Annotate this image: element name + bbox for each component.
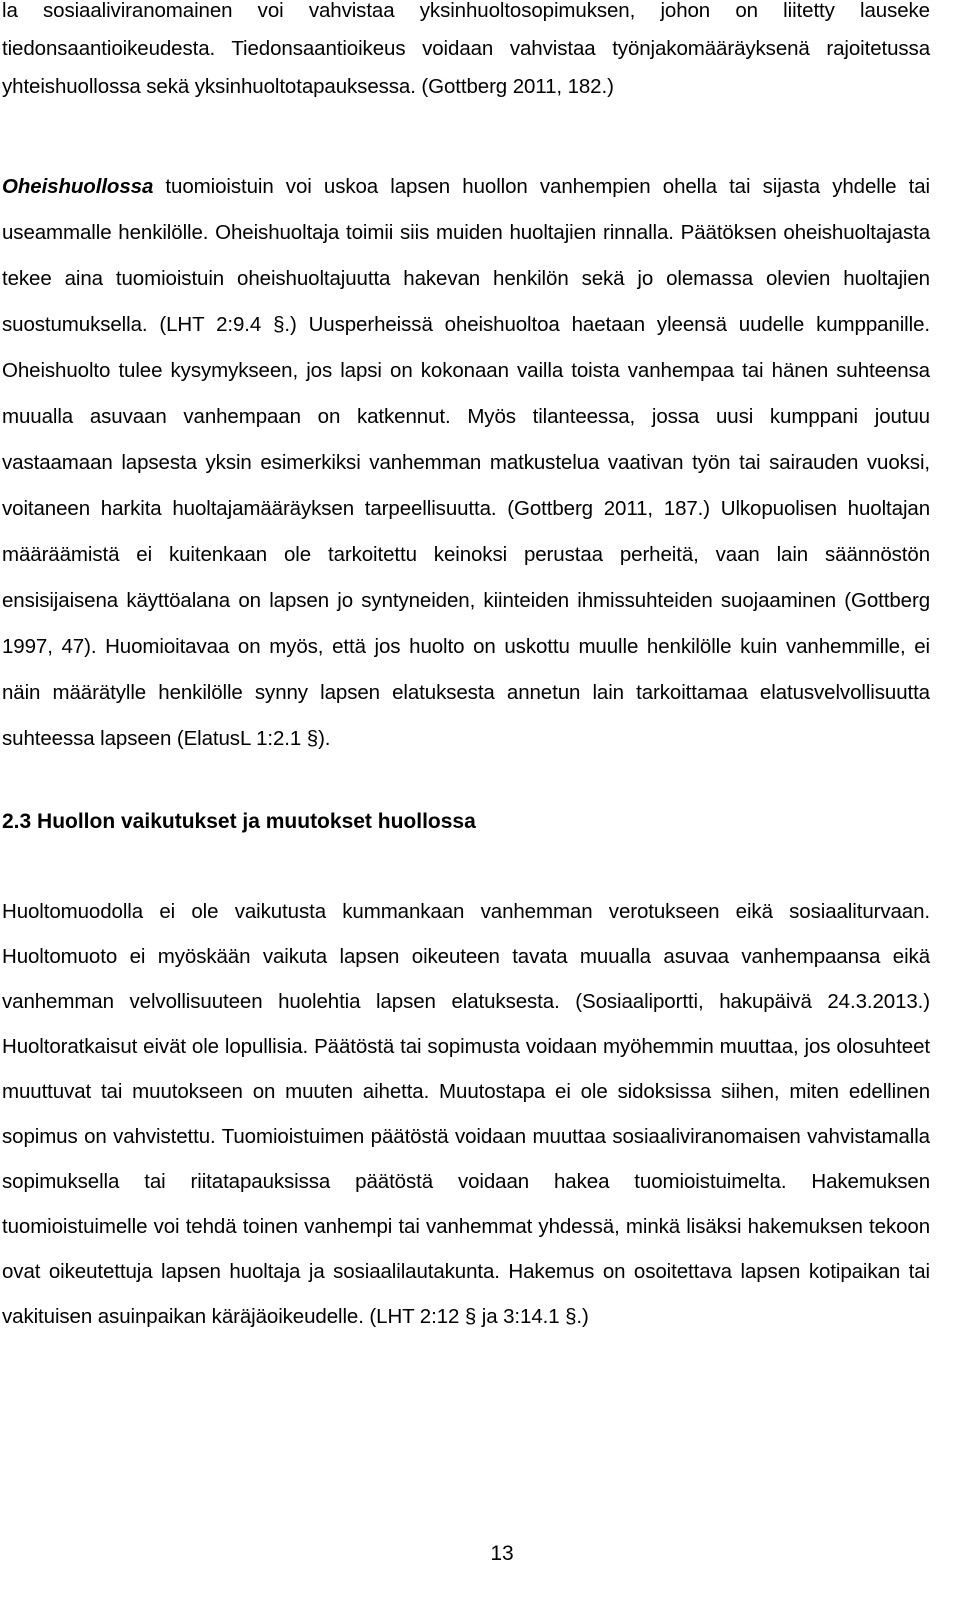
page-number: 13 — [490, 1542, 514, 1565]
intro-paragraph — [2, 0, 930, 106]
oheishuolto-paragraph — [2, 164, 930, 762]
section-heading: 2.3 Huollon vaikutukset ja muutokset huollossa — [2, 810, 476, 833]
vaikutukset-paragraph — [2, 889, 930, 1339]
paragraph-text: tuomioistuin voi uskoa lapsen huollon vanhempien ohella tai sijasta yhdelle tai useammalle henkilölle. Oheishuoltaja toimii siis muiden huoltajien rinnalla. Päätöksen oheishuoltajasta tekee aina tuomioistuin oheishuoltajuutta hakevan henkilön sekä jo olemassa olevien huoltajien suostumuksella. (LHT 2:9.4 §.) Uusperheissä oheishuoltoa haetaan yleensä uudelle kumppanille. Oheishuolto tulee kysymykseen, jos lapsi on kokonaan vailla toista vanhempaa tai hänen suhteensa muualla asuvaan vanhempaan on katkennut. Myös tilanteessa, jossa uusi kumppani joutuu vastaamaan lapsesta yksin esimerkiksi vanhemman matkustelua vaativan työn tai sairauden vuoksi, voitaneen harkita huoltajamääräyksen tarpeellisuutta. (Gottberg 2011, 187.) Ulkopuolisen huoltajan määräämistä ei kuitenkaan ole tarkoitettu keinoksi perustaa perheitä, vaan lain säännöstön ensisijaisena käyttöalana on lapsen jo syntyneiden, kiinteiden ihmissuhteiden suojaaminen (Gottberg 1997, 47). Huomioitavaa on myös, että jos huolto on uskottu muulle henkilölle kuin vanhemmille, ei näin määrätylle henkilölle synny lapsen elatuksesta annetun lain tarkoittamaa elatusvelvollisuutta suhteessa lapseen (ElatusL 1:2.1 §). — [2, 175, 930, 750]
paragraph-text: Huoltomuodolla ei ole vaikutusta kummankaan vanhemman verotukseen eikä sosiaaliturvaan. Huoltomuoto ei myöskään vaikuta lapsen oikeuteen tavata muualla asuvaa vanhempaansa eikä vanhemman velvollisuuteen huolehtia lapsen elatuksesta. (Sosiaaliportti, hakupäivä 24.3.2013.) Huoltoratkaisut eivät ole lopullisia. Päätöstä tai sopimusta voidaan myöhemmin muuttaa, jos olosuhteet muuttuvat tai muutokseen on muuten aihetta. Muutostapa ei ole sidoksissa siihen, miten edellinen sopimus on vahvistettu. Tuomioistuimen päätöstä voidaan muuttaa sosiaaliviranomaisen vahvistamalla sopimuksella tai riitatapauksissa päätöstä voidaan hakea tuomioistuimelta. Hakemuksen tuomioistuimelle voi tehdä toinen vanhempi tai vanhemmat yhdessä, minkä lisäksi hakemuksen tekoon ovat oikeutettuja lapsen huoltaja ja sosiaalilautakunta. Hakemus on osoitettava lapsen kotipaikan tai vakituisen asuinpaikan käräjäoikeudelle. (LHT 2:12 § ja 3:14.1 §.) — [2, 900, 930, 1328]
defined-term: Oheishuollossa — [2, 175, 154, 198]
intro-text: la sosiaaliviranomainen voi vahvistaa yksinhuoltosopimuksen, johon on liitetty lauseke tiedonsaantioikeudesta. Tiedonsaantioikeus voidaan vahvistaa työnjakomääräyksenä rajoitetussa yhteishuollossa sekä yksinhuoltotapauksessa. (Gottberg 2011, 182.) — [2, 0, 930, 98]
